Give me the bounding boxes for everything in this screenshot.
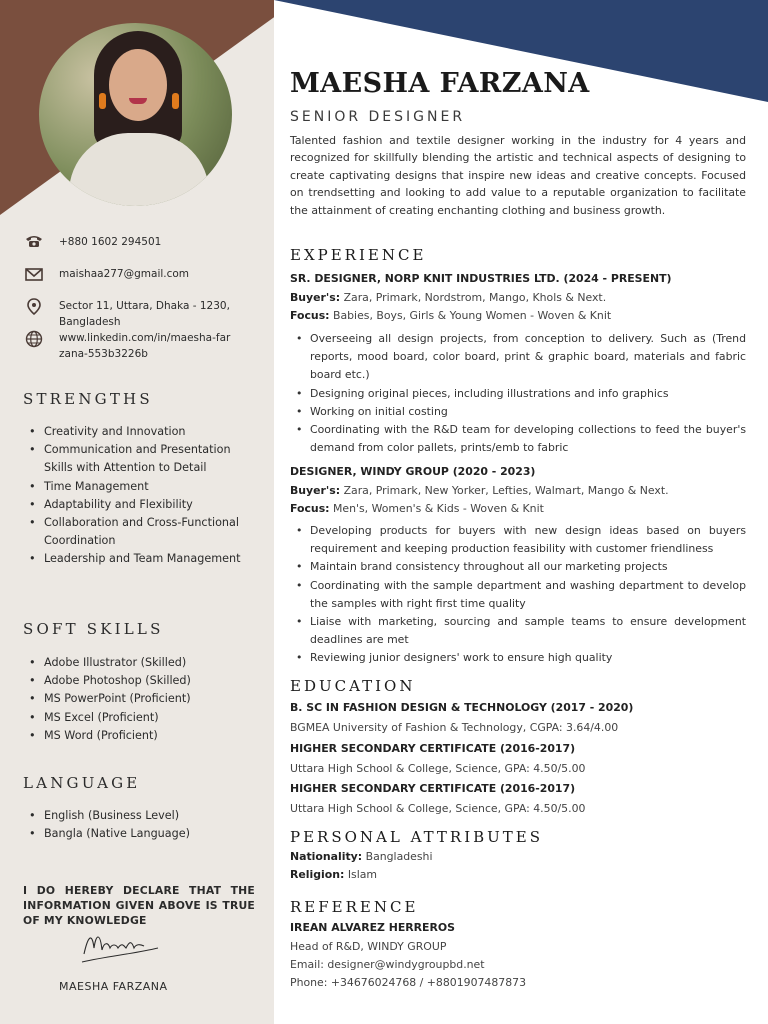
strengths-list <box>26 423 256 569</box>
job-title: DESIGNER, WINDY GROUP (2020 - 2023) <box>290 465 536 478</box>
job-responsibilities <box>290 330 746 457</box>
phone-text: +880 1602 294501 <box>59 236 162 248</box>
globe-icon <box>24 330 44 346</box>
list-item: • Coordinating with the sample department and washing department to develop the samples with right first time quality <box>290 577 746 613</box>
list-item: • Working on initial costing <box>290 403 746 421</box>
linkedin-text: www.linkedin.com/in/maesha-farzana-553b3226b <box>59 332 231 360</box>
soft-skills-heading: SOFT SKILLS <box>23 620 164 638</box>
list-item: • MS Word (Proficient) <box>26 727 256 745</box>
list-item: • Collaboration and Cross-Functional Coordination <box>26 514 256 550</box>
degree-title: B. SC IN FASHION DESIGN & TECHNOLOGY (2017 - 2020) <box>290 701 634 714</box>
list-item: • Bangla (Native Language) <box>26 825 256 843</box>
envelope-icon <box>24 266 44 282</box>
reference-position: Head of R&D, WINDY GROUP <box>290 940 447 953</box>
list-item: • Adobe Photoshop (Skilled) <box>26 672 256 690</box>
degree-title: HIGHER SECONDARY CERTIFICATE (2016-2017) <box>290 782 576 795</box>
degree-detail: Uttara High School & College, Science, GPA: 4.50/5.00 <box>290 802 586 815</box>
experience-heading: EXPERIENCE <box>290 246 427 264</box>
degree-title: HIGHER SECONDARY CERTIFICATE (2016-2017) <box>290 742 576 755</box>
soft-skills-list <box>26 654 256 745</box>
signature-image <box>78 926 168 966</box>
language-heading: LANGUAGE <box>23 774 141 792</box>
list-item: • MS Excel (Proficient) <box>26 709 256 727</box>
degree-detail: BGMEA University of Fashion & Technology, CGPA: 3.64/4.00 <box>290 721 619 734</box>
email-text: maishaa277@gmail.com <box>59 268 190 280</box>
reference-name: IREAN ALVAREZ HERREROS <box>290 921 455 934</box>
list-item: • MS PowerPoint (Proficient) <box>26 690 256 708</box>
list-item: • Designing original pieces, including illustrations and info graphics <box>290 385 746 403</box>
list-item: • Leadership and Team Management <box>26 550 256 568</box>
profile-summary: Talented fashion and textile designer working in the industry for 4 years and recognized for skillfully blending the artistic and technical aspects of designing to create captivating designs that inspire new ideas and creative concepts. Focused on trendsetting and looking to add value to a reputable organization to facilitate the attainment of creating enchanting clothing and business growth. <box>290 134 746 217</box>
reference-email[interactable]: Email: designer@windygroupbd.net <box>290 958 485 971</box>
list-item: • Communication and Presentation Skills with Attention to Detail <box>26 441 256 477</box>
list-item: • Overseeing all design projects, from conception to delivery. Such as (Trend reports, mood board, color board, print & graphic board, materials and fabric board etc.) <box>290 330 746 385</box>
list-item: • Reviewing junior designers' work to ensure high quality <box>290 649 746 667</box>
list-item: • English (Business Level) <box>26 807 256 825</box>
signature-name: MAESHA FARZANA <box>59 980 168 993</box>
candidate-role: SENIOR DESIGNER <box>290 109 466 125</box>
address-text: Sector 11, Uttara, Dhaka - 1230, Bangladesh <box>59 300 230 328</box>
list-item: • Adaptability and Flexibility <box>26 496 256 514</box>
list-item: • Creativity and Innovation <box>26 423 256 441</box>
job-focus: Focus: Babies, Boys, Girls & Young Women - Woven & Knit <box>290 309 612 322</box>
list-item: • Developing products for buyers with new design ideas based on buyers requirement and keeping production feasibility with customer friendliness <box>290 522 746 558</box>
phone-icon <box>24 234 44 250</box>
list-item: • Adobe Illustrator (Skilled) <box>26 654 256 672</box>
location-pin-icon <box>24 298 44 314</box>
religion: Religion: Islam <box>290 868 378 881</box>
profile-photo <box>39 23 232 206</box>
job-buyers: Buyer's: Zara, Primark, New Yorker, Lefties, Walmart, Mango & Next. <box>290 484 669 497</box>
nationality: Nationality: Bangladeshi <box>290 850 433 863</box>
declaration-text: I DO HEREBY DECLARE THAT THE INFORMATION GIVEN ABOVE IS TRUE OF MY KNOWLEDGE <box>23 884 255 927</box>
job-title: SR. DESIGNER, NORP KNIT INDUSTRIES LTD. (2024 - PRESENT) <box>290 272 672 285</box>
degree-detail: Uttara High School & College, Science, GPA: 4.50/5.00 <box>290 762 586 775</box>
candidate-name: MAESHA FARZANA <box>290 68 590 99</box>
list-item: • Coordinating with the R&D team for developing collections to feed the buyer's demand from color pallets, prints/emb to fabric <box>290 421 746 457</box>
job-buyers: Buyer's: Zara, Primark, Nordstrom, Mango, Khols & Next. <box>290 291 607 304</box>
list-item: • Liaise with marketing, sourcing and sample teams to ensure development deadlines are met <box>290 613 746 649</box>
strengths-heading: STRENGTHS <box>23 390 153 408</box>
reference-heading: REFERENCE <box>290 898 419 916</box>
list-item: • Time Management <box>26 478 256 496</box>
list-item: • Maintain brand consistency throughout all our marketing projects <box>290 558 746 576</box>
reference-phone: Phone: +34676024768 / +8801907487873 <box>290 976 527 989</box>
personal-heading: PERSONAL ATTRIBUTES <box>290 828 544 846</box>
language-list <box>26 807 256 843</box>
education-heading: EDUCATION <box>290 677 416 695</box>
job-focus: Focus: Men's, Women's & Kids - Woven & Knit <box>290 502 544 515</box>
job-responsibilities <box>290 522 746 668</box>
